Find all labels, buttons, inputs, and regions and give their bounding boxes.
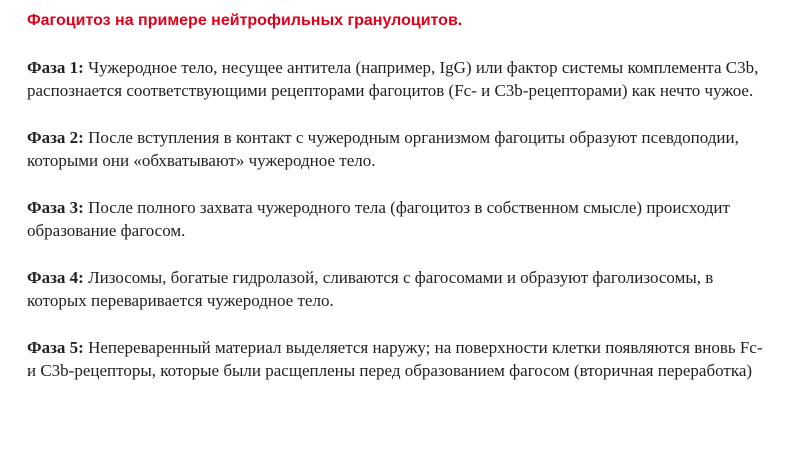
phase-2-paragraph	[27, 126, 767, 172]
phase-1-label: Фаза 1:	[27, 58, 84, 77]
phase-2-label: Фаза 2:	[27, 128, 84, 147]
phase-5-label: Фаза 5:	[27, 338, 84, 357]
phase-4-label: Фаза 4:	[27, 268, 84, 287]
phase-1-paragraph	[27, 56, 767, 102]
phase-4-text: Лизосомы, богатые гидролазой, сливаются с фагосомами и образуют фаголизосомы, в которых переваривается чужеродное тело.	[27, 268, 714, 310]
phase-1-text: Чужеродное тело, несущее антитела (например, IgG) или фактор системы комплемента C3b, распознается соответствующими рецепторами фагоцитов (Fc- и C3b-рецепторами) как нечто чужое.	[27, 58, 759, 100]
phase-5-text: Непереваренный материал выделяется наружу; на поверхности клетки появляются вновь Fc- и C3b-рецепторы, которые были расщеплены перед образованием фагосом (вторичная переработка)	[27, 338, 763, 380]
slide-title: Фагоцитоз на примере нейтрофильных гранулоцитов.	[27, 12, 463, 29]
phase-2-text: После вступления в контакт с чужеродным организмом фагоциты образуют псевдоподии, которыми они «обхватывают» чужеродное тело.	[27, 128, 739, 170]
phase-5-paragraph	[27, 336, 767, 382]
phase-3-paragraph	[27, 196, 767, 242]
phase-4-paragraph	[27, 266, 767, 312]
phase-3-label: Фаза 3:	[27, 198, 84, 217]
phase-3-text: После полного захвата чужеродного тела (фагоцитоз в собственном смысле) происходит образование фагосом.	[27, 198, 730, 240]
